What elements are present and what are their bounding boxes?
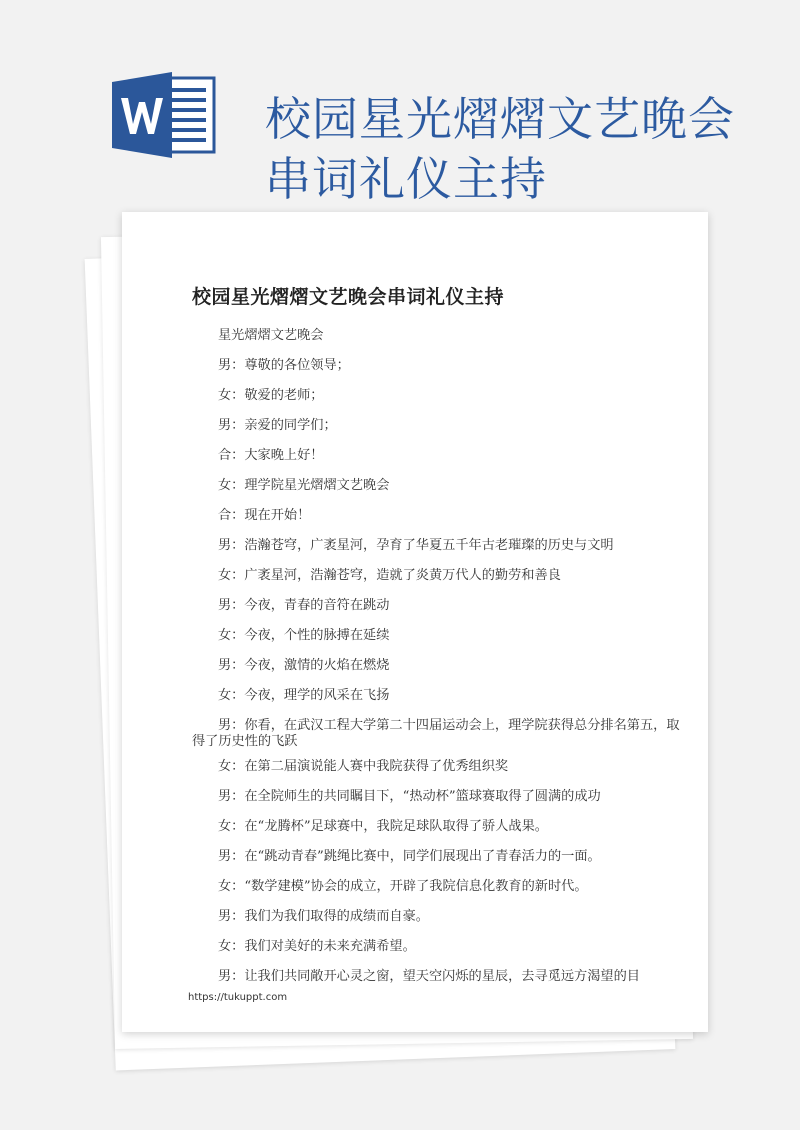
script-line: 女：在“龙腾杯”足球赛中，我院足球队取得了骄人战果。 — [218, 819, 548, 834]
header-title: 校园星光熠熠文艺晚会 串词礼仪主持 — [265, 91, 735, 206]
script-line: 星光熠熠文艺晚会 — [218, 328, 324, 343]
document-title: 校园星光熠熠文艺晚会串词礼仪主持 — [192, 286, 505, 308]
script-line: 男：让我们共同敞开心灵之窗，望天空闪烁的星辰，去寻觅远方渴望的目 — [218, 969, 640, 984]
word-document-icon — [112, 72, 216, 158]
script-line: 女：“数学建模”协会的成立，开辟了我院信息化教育的新时代。 — [218, 879, 588, 894]
script-line: 女：敬爱的老师； — [218, 388, 324, 403]
script-line: 女：今夜，个性的脉搏在延续 — [218, 628, 390, 643]
script-line: 女：广袤星河，浩瀚苍穹，造就了炎黄万代人的勤劳和善良 — [218, 568, 561, 583]
script-line: 男：你看，在武汉工程大学第二十四届运动会上，理学院获得总分排名第五，取得了历史性的飞跃 — [192, 718, 680, 749]
script-line: 女：我们对美好的未来充满希望。 — [218, 939, 416, 954]
document-body — [192, 328, 688, 999]
script-line: 女：在第二届演说能人赛中我院获得了优秀组织奖 — [218, 759, 509, 774]
script-line: 合：现在开始！ — [218, 508, 311, 523]
script-line: 男：在全院师生的共同瞩目下，“热动杯”篮球赛取得了圆满的成功 — [218, 789, 601, 804]
script-line: 男：在“跳动青春”跳绳比赛中，同学们展现出了青春活力的一面。 — [218, 849, 601, 864]
script-line: 合：大家晚上好！ — [218, 448, 324, 463]
footer-url: https://tukuppt.com — [188, 992, 288, 1003]
script-line: 男：今夜，青春的音符在跳动 — [218, 598, 390, 613]
script-line: 男：浩瀚苍穹，广袤星河，孕育了华夏五千年古老璀璨的历史与文明 — [218, 538, 614, 553]
script-line: 女：今夜，理学的风采在飞扬 — [218, 688, 390, 703]
script-line: 男：尊敬的各位领导； — [218, 358, 350, 373]
document-page — [122, 212, 708, 1032]
script-line: 男：亲爱的同学们； — [218, 418, 337, 433]
script-line: 男：我们为我们取得的成绩而自豪。 — [218, 909, 429, 924]
script-line: 男：今夜，激情的火焰在燃烧 — [218, 658, 390, 673]
script-line: 女：理学院星光熠熠文艺晚会 — [218, 478, 390, 493]
